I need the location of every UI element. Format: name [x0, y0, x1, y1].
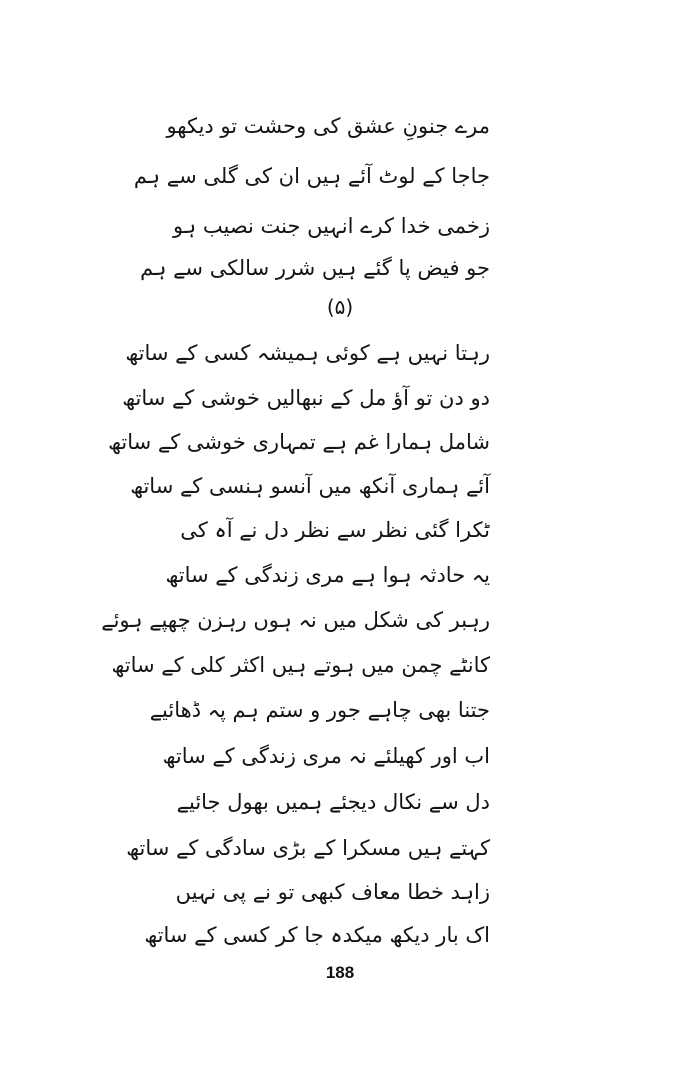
poem-line: آئے ہماری آنکھ میں آنسو ہنسی کے ساتھ	[130, 474, 490, 498]
poem-line: کہتے ہیں مسکرا کے بڑی سادگی کے ساتھ	[126, 836, 490, 860]
poem-line: دل سے نکال دیجئے ہمیں بھول جائیے	[176, 790, 490, 814]
poem-line: جو فیض پا گئے ہیں شرر سالکی سے ہم	[140, 256, 490, 280]
poem-line: جتنا بھی چاہے جور و ستم ہم پہ ڈھائیے	[149, 698, 490, 722]
poem-line: جاجا کے لوٹ آئے ہیں ان کی گلی سے ہم	[133, 164, 490, 188]
poem-line: یہ حادثہ ہوا ہے مری زندگی کے ساتھ	[165, 563, 490, 587]
poem-line: اب اور کھیلئے نہ مری زندگی کے ساتھ	[162, 744, 490, 768]
poem-line: مرے جنونِ عشق کی وحشت تو دیکھو	[166, 114, 490, 138]
poem-line: کانٹے چمن میں ہوتے ہیں اکثر کلی کے ساتھ	[111, 653, 490, 677]
page-number: 188	[325, 963, 355, 982]
poem-line: رہتا نہیں ہے کوئی ہمیشہ کسی کے ساتھ	[125, 341, 490, 365]
poem-line: زخمی خدا کرے انہیں جنت نصیب ہو	[173, 214, 490, 238]
stanza-number: (۵)	[326, 295, 354, 319]
poem-line: دو دن تو آؤ مل کے نبھالیں خوشی کے ساتھ	[122, 386, 490, 410]
poem-line: زاہد خطا معاف کبھی تو نے پی نہیں	[175, 880, 490, 904]
poem-line: رہبر کی شکل میں نہ ہوں رہزن چھپے ہوئے	[101, 608, 490, 632]
poem-line: شامل ہمارا غم ہے تمہاری خوشی کے ساتھ	[108, 430, 490, 454]
poem-line: اک بار دیکھ میکدہ جا کر کسی کے ساتھ	[144, 923, 490, 947]
poem-line: ٹکرا گئی نظر سے نظر دل نے آہ کی	[180, 518, 490, 542]
